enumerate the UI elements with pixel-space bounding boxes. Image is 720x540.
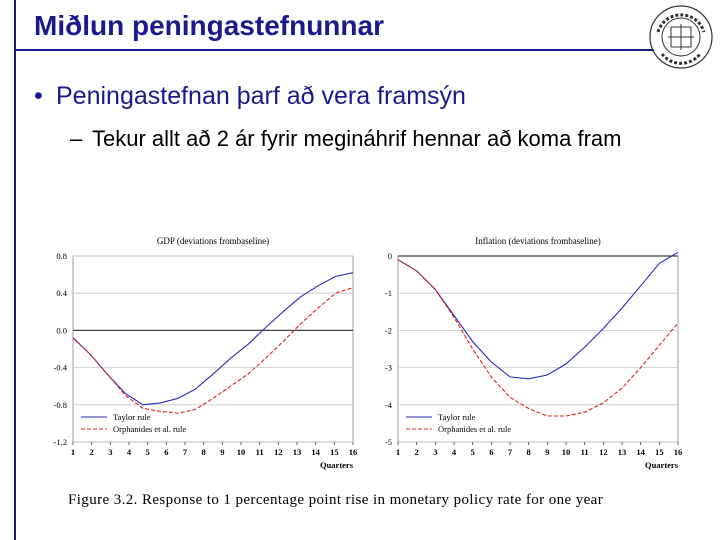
gdp-xtick-label: 12: [274, 447, 283, 457]
sub-bullet-text: Tekur allt að 2 ár fyrir megináhrif hennar að koma fram: [92, 126, 622, 151]
inflation-xtick-label: 8: [526, 447, 531, 457]
gdp-chart-svg: [40, 226, 365, 481]
gdp-xtick-label: 2: [89, 447, 94, 457]
gdp-chart: [40, 226, 365, 486]
gdp-xtick-label: 13: [292, 447, 302, 457]
inflation-xtick-label: 12: [599, 447, 608, 457]
inflation-xlabel: Quarters: [644, 460, 678, 470]
inflation-xtick-label: 2: [414, 447, 419, 457]
inflation-ytick-label: -4: [384, 399, 392, 410]
gdp-ytick-label: 0.4: [56, 288, 67, 299]
gdp-xtick-label: 1: [70, 447, 76, 457]
gdp-xtick-label: 11: [255, 447, 264, 457]
slide-title: Miðlun peningastefnunnar: [34, 10, 384, 41]
title-underline: [14, 49, 654, 51]
gdp-xtick-label: 4: [126, 447, 132, 457]
inflation-xtick-label: 1: [395, 447, 401, 457]
gdp-series-orphanides-line: [73, 288, 353, 414]
inflation-xtick-label: 9: [545, 447, 550, 457]
sub-bullet-dash: –: [70, 126, 83, 151]
bullet-text: Peningastefnan þarf að vera framsýn: [56, 82, 466, 110]
gdp-xtick-label: 15: [330, 447, 339, 457]
gdp-xtick-label: 16: [348, 447, 358, 457]
gdp-xlabel: Quarters: [319, 460, 353, 470]
inflation-xtick-label: 10: [561, 447, 571, 457]
gdp-title: GDP (deviations frombaseline): [156, 236, 270, 246]
inflation-xtick-label: 14: [636, 447, 645, 457]
gdp-xtick-label: 7: [182, 447, 188, 457]
inflation-xtick-label: 11: [580, 447, 589, 457]
gdp-xtick-label: 6: [164, 447, 169, 457]
gdp-ytick-label: -1.2: [53, 437, 67, 447]
gdp-ytick-label: -0.4: [53, 362, 67, 373]
bullet-level1: [34, 82, 466, 111]
gdp-legend-label: Orphanides et al. rule: [113, 424, 187, 434]
inflation-series-orphanides-line: [398, 260, 678, 416]
gdp-ytick-label: -0.8: [53, 399, 67, 410]
inflation-ytick-label: -1: [384, 288, 392, 299]
inflation-xtick-label: 4: [451, 447, 457, 457]
inflation-legend-label: Orphanides et al. rule: [438, 424, 512, 434]
inflation-xtick-label: 13: [617, 447, 627, 457]
gdp-xtick-label: 5: [145, 447, 150, 457]
inflation-title: Inflation (deviations frombaseline): [475, 236, 601, 246]
bullet-level2: [70, 124, 660, 153]
gdp-ytick-label: 0.0: [56, 325, 67, 336]
inflation-xtick-label: 5: [470, 447, 475, 457]
gdp-legend-label: Taylor rule: [113, 412, 151, 422]
gdp-series-taylor-line: [73, 273, 353, 405]
inflation-series-taylor-line: [398, 252, 678, 378]
bullet-dot: •: [34, 82, 43, 110]
gdp-xtick-label: 10: [236, 447, 246, 457]
gdp-xtick-label: 8: [201, 447, 206, 457]
inflation-ytick-label: 0: [387, 251, 392, 261]
inflation-xtick-label: 15: [655, 447, 664, 457]
gdp-xtick-label: 3: [108, 447, 113, 457]
inflation-xtick-label: 3: [433, 447, 438, 457]
inflation-ytick-label: -3: [384, 362, 392, 373]
inflation-ytick-label: -2: [384, 325, 392, 336]
gdp-xtick-label: 9: [220, 447, 225, 457]
gdp-ytick-label: 0.8: [56, 251, 67, 261]
inflation-legend-label: Taylor rule: [438, 412, 476, 422]
inflation-ytick-label: -5: [384, 437, 392, 447]
inflation-xtick-label: 6: [489, 447, 494, 457]
inflation-xtick-label: 7: [507, 447, 513, 457]
gdp-xtick-label: 14: [311, 447, 320, 457]
inflation-xtick-label: 16: [673, 447, 683, 457]
figure-caption: Figure 3.2. Response to 1 percentage point rise in monetary policy rate for one year: [68, 492, 604, 508]
central-bank-seal-logo: [646, 2, 716, 72]
inflation-chart: [365, 226, 690, 486]
inflation-chart-svg: [365, 226, 690, 481]
slide-left-rule: [14, 0, 16, 540]
